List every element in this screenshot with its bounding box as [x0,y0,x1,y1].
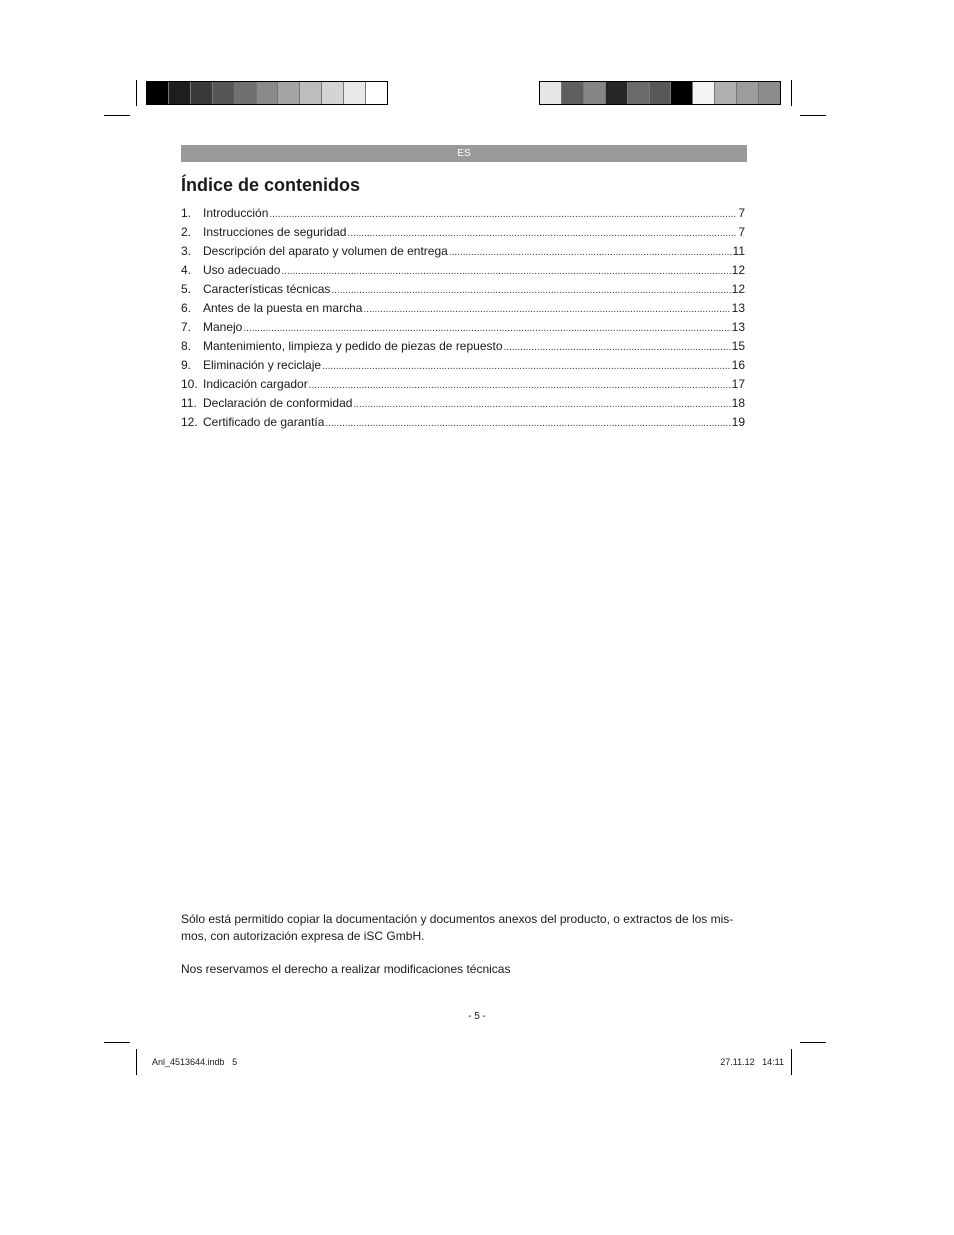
toc-item-label: Certificado de garantía [203,415,325,429]
color-calibration-bar-left [146,81,388,105]
copyright-note-line-2: mos, con autorización expresa de iSC GmbH. [181,929,425,943]
toc-item-leader-dots [269,205,737,224]
color-bar-left-swatch [344,82,366,104]
toc-item-number: 12. [181,415,198,429]
toc-item [181,280,745,299]
color-bar-right-swatch [650,82,672,104]
toc-item-number: 8. [181,339,192,353]
toc-item-number: 9. [181,358,192,372]
technical-changes-note: Nos reservamos el derecho a realizar modificaciones técnicas [181,962,511,976]
color-bar-left-swatch [322,82,344,104]
color-bar-left-swatch [147,82,169,104]
toc-item [181,337,745,356]
toc-item-leader-dots [325,414,730,433]
color-bar-right-swatch [671,82,693,104]
color-bar-left-swatch [278,82,300,104]
crop-mark-top-right-horizontal [800,115,826,116]
toc-item-label: Mantenimiento, limpieza y pedido de piezas de repuesto [203,339,503,353]
toc-item-label: Eliminación y reciclaje [203,358,322,372]
crop-mark-bottom-right-vertical [791,1049,792,1075]
toc-title: Índice de contenidos [181,175,361,195]
toc-item-page: 18 [731,396,745,410]
toc-item [181,204,745,223]
toc-item-number: 6. [181,301,192,315]
toc-item-leader-dots [309,376,731,395]
color-bar-right-swatch [737,82,759,104]
toc-item [181,356,745,375]
color-bar-left-swatch [169,82,191,104]
toc-item-page: 15 [731,339,745,353]
toc-item-label: Declaración de conformidad [203,396,353,410]
toc-item-leader-dots [347,224,737,243]
color-bar-left-swatch [300,82,322,104]
crop-mark-top-left-vertical [136,80,137,106]
date-slug: 27.11.12 14:11 [720,1057,784,1067]
toc-item [181,375,745,394]
toc-item-page: 17 [731,377,745,391]
toc-item-label: Características técnicas [203,282,331,296]
toc-item [181,394,745,413]
toc-item-leader-dots [363,300,730,319]
color-bar-left-swatch [257,82,279,104]
toc-item-number: 5. [181,282,192,296]
toc-item-label: Introducción [203,206,269,220]
crop-mark-top-right-vertical [791,80,792,106]
toc-item-number: 3. [181,244,192,258]
crop-mark-bottom-right-horizontal [800,1042,826,1043]
color-bar-left-swatch [366,82,387,104]
toc-item [181,413,745,432]
toc-item-number: 11. [181,396,197,410]
color-bar-left-swatch [191,82,213,104]
language-header-band: ES [181,145,747,162]
color-bar-right-swatch [584,82,606,104]
toc-item-leader-dots [281,262,730,281]
toc-item-page: 11 [732,244,745,258]
toc-item-number: 7. [181,320,192,334]
toc-item-leader-dots [504,338,731,357]
toc-item [181,242,745,261]
page-number: - 5 - [468,1011,486,1022]
toc-item [181,223,745,242]
toc-item-leader-dots [331,281,730,300]
color-bar-right-swatch [693,82,715,104]
toc-item [181,318,745,337]
color-bar-right-swatch [606,82,628,104]
toc-item-label: Indicación cargador [203,377,308,391]
color-bar-right-swatch [540,82,562,104]
toc-item-page: 7 [738,225,745,239]
color-bar-right-swatch [562,82,584,104]
toc-item-label: Descripción del aparato y volumen de entrega [203,244,448,258]
toc-item [181,261,745,280]
file-slug: Anl_4513644.indb 5 [152,1057,238,1067]
toc-item-label: Antes de la puesta en marcha [203,301,363,315]
toc-item-page: 12 [731,282,745,296]
toc-item-number: 1. [181,206,192,220]
toc-item-page: 19 [731,415,745,429]
toc-item-page: 13 [731,320,745,334]
toc-item-number: 4. [181,263,192,277]
toc-item-leader-dots [322,357,731,376]
toc-item-page: 13 [731,301,745,315]
toc-item-leader-dots [353,395,730,414]
crop-mark-top-left-horizontal [104,115,130,116]
toc-item-number: 2. [181,225,192,239]
toc-item-label: Manejo [203,320,243,334]
crop-mark-bottom-left-vertical [136,1049,137,1075]
toc-item-page: 7 [738,206,745,220]
crop-mark-bottom-left-horizontal [104,1042,130,1043]
toc-item [181,299,745,318]
copyright-note-line-1: Sólo está permitido copiar la documentación y documentos anexos del producto, o extractos de los mis- [181,912,734,926]
toc-item-number: 10. [181,377,198,391]
toc-list [181,204,745,432]
toc-item-leader-dots [243,319,730,338]
color-bar-right-swatch [715,82,737,104]
color-calibration-bar-right [539,81,781,105]
color-bar-right-swatch [628,82,650,104]
toc-item-leader-dots [449,243,732,262]
color-bar-right-swatch [759,82,780,104]
toc-item-page: 12 [731,263,745,277]
toc-item-page: 16 [731,358,745,372]
toc-item-label: Uso adecuado [203,263,281,277]
toc-item-label: Instrucciones de seguridad [203,225,347,239]
color-bar-left-swatch [235,82,257,104]
color-bar-left-swatch [213,82,235,104]
